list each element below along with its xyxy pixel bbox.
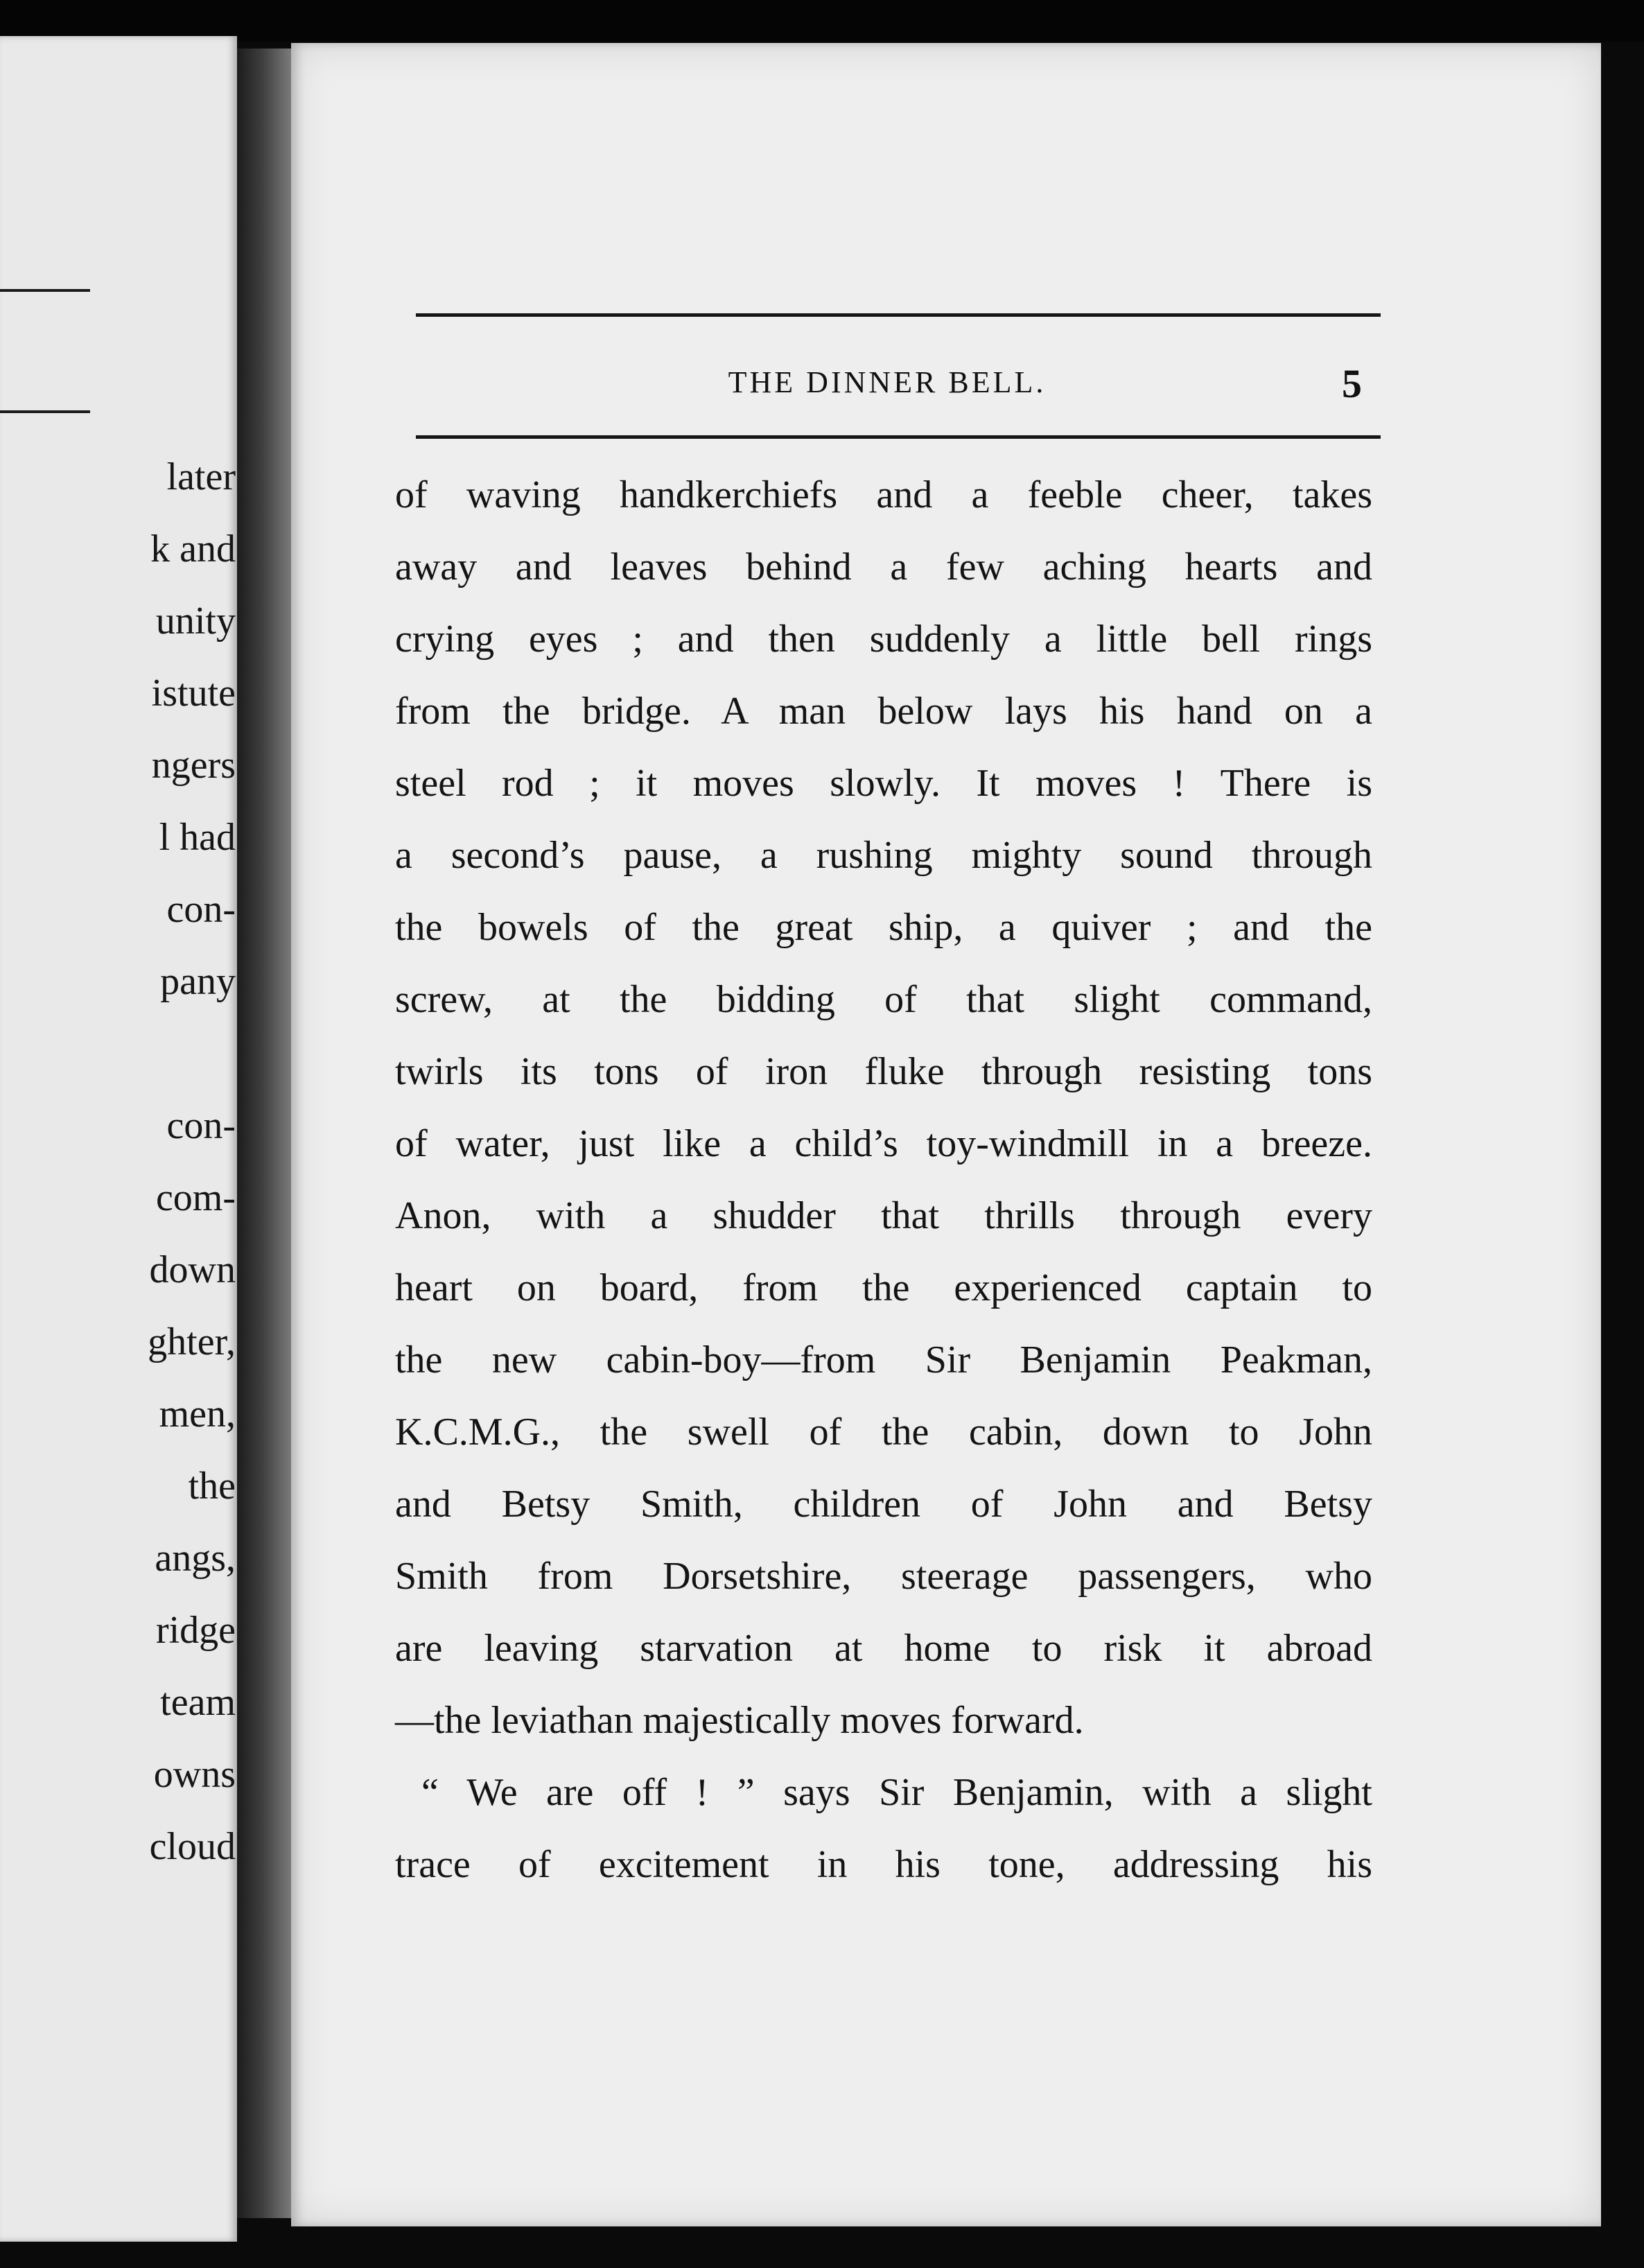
text-line: from the bridge. A man below lays his hand on a bbox=[395, 690, 1372, 733]
text-line: are leaving starvation at home to risk it abroad bbox=[395, 1627, 1372, 1670]
left-page-line: team bbox=[160, 1681, 236, 1724]
left-page-line: men, bbox=[159, 1393, 236, 1436]
left-page-line: angs, bbox=[155, 1537, 236, 1580]
left-page-line: unity bbox=[155, 600, 236, 643]
left-page-line: k and bbox=[150, 527, 236, 570]
text-line: a second’s pause, a rushing mighty sound through bbox=[395, 834, 1372, 877]
left-page-line: down bbox=[149, 1248, 236, 1291]
page-number: 5 bbox=[1342, 361, 1362, 406]
text-line: twirls its tons of iron fluke through resisting tons bbox=[395, 1050, 1372, 1093]
running-head-title: THE DINNER BELL. bbox=[728, 365, 1047, 399]
left-page-line: istute bbox=[151, 672, 236, 715]
text-line: the new cabin-boy—from Sir Benjamin Peakman, bbox=[395, 1338, 1372, 1381]
left-page-line: the bbox=[188, 1465, 236, 1508]
left-page-line: later bbox=[166, 455, 236, 498]
left-page-line: cloud bbox=[149, 1825, 236, 1868]
text-line: “ We are off ! ” says Sir Benjamin, with a slight bbox=[421, 1771, 1372, 1814]
text-line: heart on board, from the experienced captain to bbox=[395, 1266, 1372, 1309]
left-page-line: l had bbox=[159, 816, 236, 859]
text-line: —the leviathan majestically moves forward. bbox=[395, 1699, 1084, 1742]
left-page-line: owns bbox=[153, 1753, 236, 1796]
text-line: crying eyes ; and then suddenly a little bell rings bbox=[395, 618, 1372, 661]
text-line: of water, just like a child’s toy-windmill in a breeze. bbox=[395, 1122, 1372, 1165]
text-line: Smith from Dorsetshire, steerage passengers, who bbox=[395, 1555, 1372, 1598]
left-page-rule-bottom bbox=[0, 410, 90, 413]
left-page-line: com- bbox=[155, 1176, 236, 1219]
left-page-rule-top bbox=[0, 289, 90, 292]
header-rule-bottom bbox=[416, 435, 1381, 439]
text-line: steel rod ; it moves slowly. It moves ! There is bbox=[395, 762, 1372, 805]
text-line: K.C.M.G., the swell of the cabin, down to John bbox=[395, 1411, 1372, 1454]
left-page-line: con- bbox=[166, 888, 236, 931]
text-line: the bowels of the great ship, a quiver ; and the bbox=[395, 906, 1372, 949]
text-line: of waving handkerchiefs and a feeble cheer, takes bbox=[395, 473, 1372, 516]
left-page-line: pany bbox=[160, 960, 236, 1003]
page-body-text bbox=[395, 459, 1372, 1901]
text-line: Anon, with a shudder that thrills through every bbox=[395, 1194, 1372, 1237]
left-page-line: ngers bbox=[151, 744, 236, 787]
text-line: screw, at the bidding of that slight command, bbox=[395, 978, 1372, 1021]
left-page-line: ghter, bbox=[148, 1320, 236, 1363]
text-line: and Betsy Smith, children of John and Betsy bbox=[395, 1483, 1372, 1526]
book-page bbox=[291, 43, 1601, 2226]
header-rule-top bbox=[416, 313, 1381, 317]
left-page-line: ridge bbox=[155, 1609, 236, 1652]
left-facing-page bbox=[0, 36, 237, 2242]
text-line: trace of excitement in his tone, addressing his bbox=[395, 1843, 1372, 1886]
left-page-line: con- bbox=[166, 1104, 236, 1147]
text-line: away and leaves behind a few aching hearts and bbox=[395, 546, 1372, 588]
scan-background bbox=[0, 0, 1644, 42]
